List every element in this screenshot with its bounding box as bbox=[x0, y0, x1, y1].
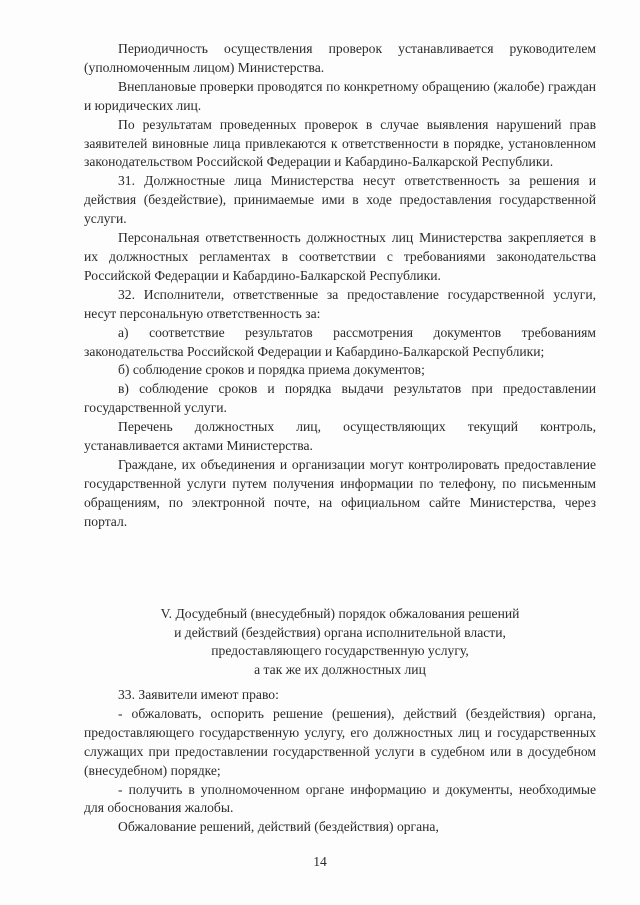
page-number: 14 bbox=[313, 854, 327, 869]
section-heading bbox=[84, 605, 596, 679]
paragraph: Внеплановые проверки проводятся по конкретному обращению (жалобе) граждан и юридических лиц. bbox=[84, 78, 596, 113]
heading-line: V. Досудебный (внесудебный) порядок обжалования решений bbox=[160, 606, 520, 621]
body-text-lower bbox=[84, 686, 596, 837]
paragraph: а) соответствие результатов рассмотрения документов требованиям законодательства Российской Федерации и Кабардино-Балкарской Республики; bbox=[84, 324, 596, 359]
paragraph: Персональная ответственность должностных лиц Министерства закрепляется в их должностных регламентах в соответствии с требованиями законодательства Российской Федерации и Кабардино-Балкарской Республики. bbox=[84, 230, 596, 283]
heading-line: а так же их должностных лиц bbox=[254, 661, 426, 677]
paragraph: в) соблюдение сроков и порядка выдачи результатов при предоставлении государственной услуги. bbox=[84, 381, 596, 416]
paragraph: 31. Должностные лица Министерства несут ответственность за решения и действия (бездействие), принимаемые ими в ходе предоставления государственной услуги. bbox=[84, 173, 596, 227]
heading-line: предоставляющего государственную услугу, bbox=[211, 643, 469, 658]
paragraph: 32. Исполнители, ответственные за предоставление государственной услуги, несут персональную ответственность за: bbox=[84, 286, 596, 321]
paragraph: - обжаловать, оспорить решение (решения), действий (бездействия) органа, предоставляющего государственную услугу, его должностных лиц и государственных служащих при предоставлении государственной услуги в судебном или в досудебном (внесудебном) порядке; bbox=[84, 705, 596, 778]
paragraph: 33. Заявители имеют право: bbox=[118, 687, 279, 702]
paragraph: Перечень должностных лиц, осуществляющих текущий контроль, устанавливается актами Министерства. bbox=[84, 419, 596, 454]
paragraph: Обжалование решений, действий (бездействия) органа, bbox=[118, 819, 439, 835]
paragraph: - получить в уполномоченном органе информацию и документы, необходимые для обоснования жалобы. bbox=[84, 781, 596, 816]
paragraph: Граждане, их объединения и организации могут контролировать предоставление государственной услуги путем получения информации по телефону, по письменным обращениям, по электронной почте, на официальном сайте Министерства, через портал. bbox=[84, 456, 596, 529]
paragraph: Периодичность осуществления проверок устанавливается руководителем (уполномоченным лицом) Министерства. bbox=[84, 41, 596, 75]
paragraph: б) соблюдение сроков и порядка приема документов; bbox=[118, 362, 425, 378]
paragraph: По результатам проведенных проверок в случае выявления нарушений прав заявителей виновные лица привлекаются к ответственности в порядке, установленном законодательством Российской Федерации и Кабардино-Балкарской Республики. bbox=[84, 116, 596, 170]
body-text-upper bbox=[84, 40, 596, 532]
heading-line: и действий (бездействия) органа исполнительной власти, bbox=[174, 624, 506, 640]
